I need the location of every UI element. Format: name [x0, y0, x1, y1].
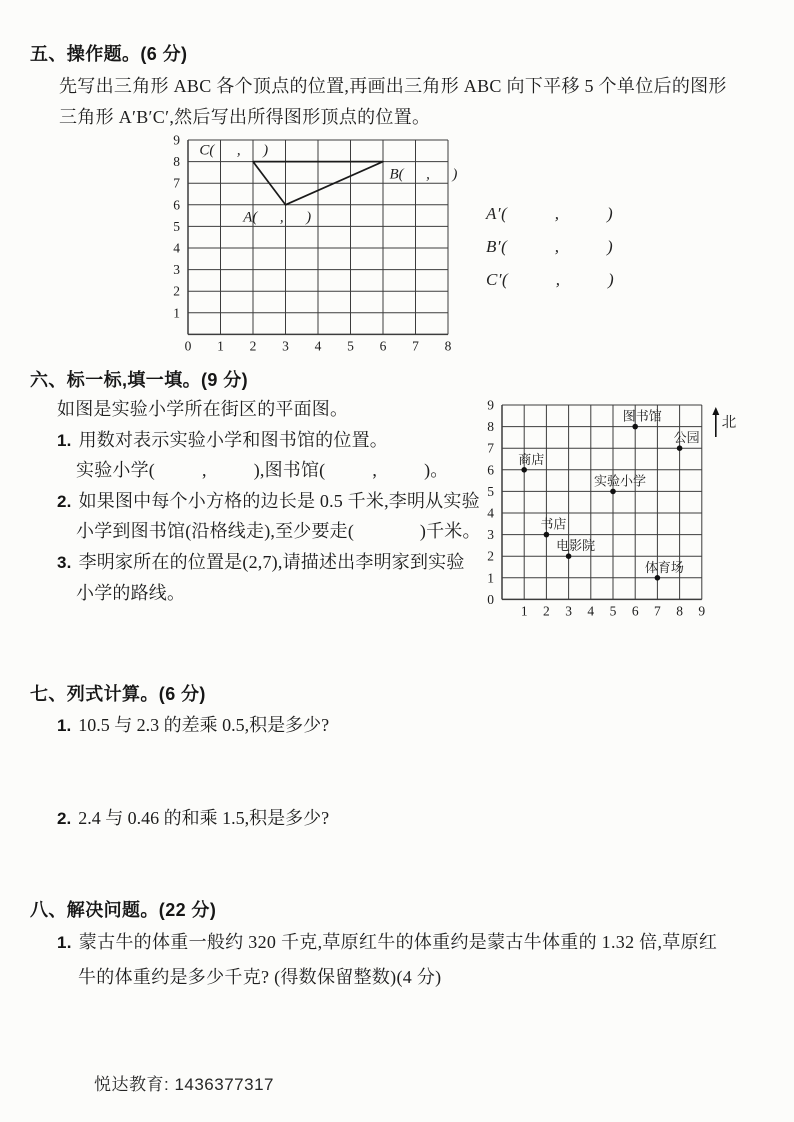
- x-axis-tick-label: 3: [282, 338, 289, 354]
- x-axis-tick-label: 7: [412, 338, 419, 354]
- x-axis-tick-label: 6: [379, 338, 387, 354]
- y-axis-tick-label: 3: [487, 527, 494, 543]
- map-location-dot: [544, 532, 550, 538]
- map-location-dot: [610, 489, 616, 495]
- section6-question-column: [57, 394, 487, 608]
- y-axis-tick-label: 8: [173, 154, 180, 170]
- section6-line: [57, 394, 487, 425]
- line-text: 如图是实验小学所在街区的平面图。: [57, 399, 349, 419]
- map-location-dot: [632, 424, 638, 430]
- question-number: 1.: [57, 430, 72, 450]
- x-axis-tick-label: 5: [347, 338, 354, 354]
- question-number: 1.: [57, 716, 72, 735]
- street-map-grid: [478, 397, 750, 623]
- section6-line: [57, 486, 487, 517]
- section6-line: [57, 455, 487, 486]
- north-arrow-head-icon: [712, 407, 719, 415]
- x-axis-tick-label: 3: [565, 603, 572, 619]
- x-axis-tick-label: 5: [609, 603, 617, 619]
- translated-vertex-answer-blanks: [486, 197, 614, 296]
- y-axis-tick-label: 9: [173, 134, 180, 148]
- x-axis-tick-label: 1: [217, 338, 224, 354]
- answer-blank-c-prime: C′( , ): [486, 270, 615, 289]
- x-axis-tick-label: 6: [631, 603, 639, 619]
- section7-question-1: [57, 711, 329, 737]
- y-axis-tick-label: 7: [173, 175, 180, 191]
- line-text: 小学到图书馆(沿格线走),至少要走( )千米。: [76, 521, 481, 542]
- y-axis-tick-label: 7: [487, 440, 494, 456]
- question-number: 1.: [57, 933, 72, 952]
- section5-intro-line1: 先写出三角形 ABC 各个顶点的位置,再画出三角形 ABC 向下平移 5 个单位后的图形: [59, 76, 727, 96]
- triangle-coordinate-grid: [165, 134, 465, 356]
- y-axis-tick-label: 3: [173, 262, 180, 278]
- section6-line: [57, 425, 487, 456]
- y-axis-tick-label: 4: [173, 240, 180, 256]
- question-number: 2.: [57, 491, 72, 511]
- x-axis-tick-label: 2: [543, 603, 550, 619]
- section6-line: [57, 516, 487, 547]
- x-axis-tick-label: 0: [184, 338, 192, 354]
- y-axis-tick-label: 5: [173, 218, 180, 234]
- section6-title: 六、标一标,填一填。(9 分): [30, 370, 248, 390]
- x-axis-tick-label: 8: [676, 603, 683, 619]
- x-axis-tick-label: 4: [314, 338, 322, 354]
- section5-intro-line2: 三角形 A′B′C′,然后写出所得图形顶点的位置。: [59, 107, 431, 127]
- y-axis-tick-label: 9: [487, 397, 494, 413]
- y-axis-tick-label: 6: [487, 462, 494, 478]
- y-axis-tick-label: 0: [487, 591, 494, 607]
- map-location-label: 商店: [518, 451, 545, 467]
- section7-title: 七、列式计算。(6 分): [30, 684, 206, 704]
- section5-title: 五、操作题。(6 分): [30, 44, 188, 64]
- vertex-coordinate-blank: B( , ): [389, 166, 458, 183]
- section8-question-line2: [78, 963, 441, 989]
- vertex-coordinate-blank: A( , ): [243, 209, 312, 226]
- section8-question-line1: [57, 928, 717, 954]
- section8-title: 八、解决问题。(22 分): [30, 900, 217, 920]
- answer-blank-b-prime: B′( , ): [486, 237, 614, 256]
- map-location-label: 书店: [540, 516, 567, 532]
- y-axis-tick-label: 1: [173, 305, 180, 321]
- question-text: 蒙古牛的体重一般约 320 千克,草原红牛的体重约是蒙古牛体重的 1.32 倍,草原红: [78, 932, 718, 952]
- x-axis-tick-label: 1: [520, 603, 528, 619]
- question-text: 2.4 与 0.46 的和乘 1.5,积是多少?: [78, 808, 330, 828]
- section7-question-2: [57, 804, 329, 830]
- y-axis-tick-label: 1: [487, 570, 494, 586]
- map-location-label: 实验小学: [593, 473, 647, 489]
- line-text: 用数对表示实验小学和图书馆的位置。: [78, 429, 388, 450]
- section6-line: [57, 578, 487, 609]
- map-location-dot: [521, 467, 527, 473]
- question-number: 3.: [57, 552, 72, 572]
- x-axis-tick-label: 4: [587, 603, 595, 619]
- map-location-label: 电影院: [556, 538, 596, 554]
- y-axis-tick-label: 2: [173, 283, 180, 299]
- map-location-label: 体育场: [644, 559, 684, 575]
- y-axis-tick-label: 8: [487, 419, 494, 435]
- line-text: 实验小学( , ),图书馆( , )。: [76, 460, 449, 481]
- map-location-label: 图书馆: [622, 408, 662, 424]
- map-location-dot: [566, 553, 572, 559]
- map-location-dot: [677, 445, 683, 451]
- x-axis-tick-label: 2: [249, 338, 257, 354]
- line-text: 李明家所在的位置是(2,7),请描述出李明家到实验: [78, 551, 465, 572]
- north-label: 北: [721, 415, 737, 431]
- y-axis-tick-label: 5: [487, 483, 494, 499]
- line-text: 小学的路线。: [76, 582, 186, 603]
- answer-blank-a-prime: A′( , ): [486, 204, 614, 223]
- y-axis-tick-label: 2: [487, 548, 494, 564]
- section6-line: [57, 547, 487, 578]
- publisher-footer: 悦达教育: 1436377317: [94, 1075, 274, 1094]
- y-axis-tick-label: 6: [173, 197, 180, 213]
- line-text: 如果图中每个小方格的边长是 0.5 千米,李明从实验: [78, 490, 480, 511]
- vertex-coordinate-blank: C( , ): [199, 142, 269, 159]
- question-number: 2.: [57, 809, 72, 828]
- x-axis-tick-label: 7: [654, 603, 661, 619]
- question-text: 牛的体重约是多少千克? (得数保留整数)(4 分): [78, 967, 442, 987]
- x-axis-tick-label: 8: [444, 338, 452, 354]
- question-text: 10.5 与 2.3 的差乘 0.5,积是多少?: [78, 715, 330, 735]
- map-location-label: 公园: [673, 430, 700, 446]
- y-axis-tick-label: 4: [487, 505, 494, 521]
- map-location-dot: [655, 575, 661, 581]
- x-axis-tick-label: 9: [698, 603, 706, 619]
